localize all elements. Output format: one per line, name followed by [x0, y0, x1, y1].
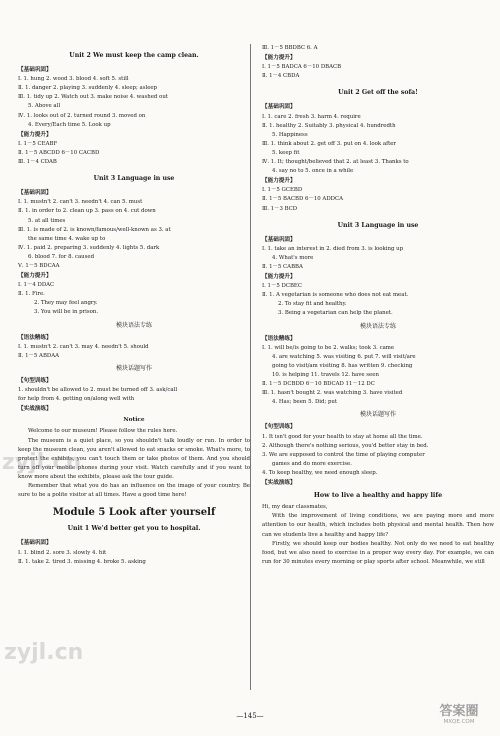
answer-line: 10. is helping 11. travels 12. have seen: [272, 372, 379, 378]
answer-line: Ⅱ. 1. A vegetarian is someone who does not eat meat.: [262, 292, 409, 299]
grammar-heading: 模块语法专练: [115, 321, 152, 329]
m5-unit1-title: Unit 1 We'd better get you to hospital.: [67, 525, 201, 533]
answer-line: Ⅱ. 1－5 BACBD 6－10 ADDCA: [262, 196, 343, 203]
tag-ability: 【 能力提升 】: [18, 131, 52, 140]
unit2-title: Unit 2 Get off the sofa!: [338, 89, 418, 97]
answer-line: Ⅲ. 1. hasn't bought 2. was watching 3. have visited: [262, 390, 403, 397]
tag-basic: 【 基础巩固 】: [18, 539, 52, 548]
answer-line: Ⅰ. 1－5 DCBEC: [262, 283, 302, 290]
answer-line: Ⅰ. 1. take an interest in 2. died from 3. is looking up: [262, 245, 404, 252]
answer-line: 4. say no to 5. once in a while: [272, 168, 354, 175]
notice-paragraph: The museum is a quiet place, so you shouldn't talk loudly or run. In order to keep the museum clean, you aren't allowed to eat snacks or smoke. What's more, to protect the exhibits, you can't touch them or take photos of them. And you should turn off your mobile phones during your visit. Watch carefully and if you want to know more about the exhibits, please ask the tour guide.: [18, 437, 250, 480]
letter-paragraph: Firstly, we should keep our bodies healthy. Not only do we need to eat healthy food, but we also need to exercise in a proper way every day. For example, we can run for 30 minutes every morning or play sports after school. Meanwhile, we still: [262, 540, 494, 565]
answer-line: Ⅲ. 1－5 BBDBC 6. A: [262, 45, 318, 51]
answer-line: the same time 4. wake up to: [28, 235, 106, 242]
tag-ability: 【 能力提升 】: [18, 272, 52, 281]
site-stamp: [424, 692, 494, 732]
answer-line: going to visit/am visiting 8. has written 9. checking: [272, 362, 413, 369]
notice-paragraph: Welcome to our museum! Please follow the rules here.: [28, 428, 178, 435]
tag-ability: 【 能力提升 】: [262, 177, 296, 186]
answer-line: 4. What's more: [272, 254, 314, 261]
answer-line: 2. They may feel angry.: [34, 300, 98, 307]
tag-ability: 【 能力提升 】: [262, 273, 296, 282]
letter-title: How to live a healthy and happy life: [313, 491, 443, 500]
answer-line: Ⅴ. 1－5 BDCAA: [18, 262, 60, 269]
answer-line: Ⅱ. 1. danger 2. playing 3. suddenly 4. sleep; asleep: [18, 85, 158, 92]
notice-title: Notice: [123, 417, 145, 424]
unit3-title: Unit 3 Language in use: [93, 175, 175, 183]
answer-line: Ⅰ. 1－5 CEABF: [18, 140, 58, 147]
answer-line: for help from 4. getting on/along well with: [18, 396, 135, 403]
tag-ability: 【 能力提升 】: [262, 54, 296, 63]
notice-paragraph: Remember that what you do has an influence on the image of your country. Be sure to be a polite visitor at all times. Have a good time here!: [18, 483, 250, 499]
answer-line: Ⅲ. 1－3 BCD: [262, 205, 298, 212]
answer-line: Ⅲ. 1. is made of 2. is known/famous/well-known as 3. at: [18, 226, 171, 233]
tag-basic: 【 基础巩固 】: [262, 236, 296, 245]
stamp-url: MXQE.COM: [443, 719, 475, 725]
unit2-title: Unit 2 We must keep the camp clean.: [69, 52, 199, 59]
tag-basic: 【 基础巩固 】: [18, 66, 52, 75]
column-divider: [250, 44, 251, 690]
answer-line: Ⅰ. 1－4 DDAC: [18, 282, 55, 289]
answer-line: 4. To keep healthy, we need enough sleep.: [262, 469, 378, 476]
answer-line: Ⅳ. 1. looks out of 2. turned round 3. moved on: [18, 112, 146, 119]
tag-practice: 【 实战演练 】: [18, 405, 52, 414]
answer-line: 5. Above all: [28, 103, 61, 110]
answer-line: 4. are watching 5. was visiting 6. put 7. will visit/are: [272, 353, 416, 360]
unit3-title: Unit 3 Language in use: [337, 221, 419, 229]
writing-heading: 模块话题写作: [115, 364, 152, 372]
answer-line: Ⅲ. 1－4 CDAB: [18, 159, 57, 166]
answer-line: 4. Every/Each time 5. Look up: [28, 121, 111, 128]
answer-line: games and do more exercise.: [272, 460, 352, 467]
answer-line: 2. Although there's nothing serious, you'd better stay in bed.: [262, 442, 429, 449]
answer-line: 3. Being a vegetarian can help the planet.: [278, 310, 393, 317]
tag-basic: 【 基础巩固 】: [262, 103, 296, 112]
tag-sentence: 【 句型训练 】: [262, 423, 296, 432]
answer-line: Ⅰ. 1. hung 2. wood 3. blood 4. soft 5. still: [18, 76, 129, 83]
module5-title: Module 5 Look after yourself: [52, 507, 216, 519]
answer-line: Ⅰ. 1. will be/is going to be 2. walks; took 3. came: [262, 344, 395, 351]
answer-line: 4. Has; been 5. Did; put: [272, 399, 338, 406]
answer-line: Ⅱ. 1. Fire.: [18, 291, 45, 298]
answer-line: Ⅰ. 1. care 2. fresh 3. harm 4. require: [262, 113, 361, 120]
answer-line: Ⅳ. 1. paid 2. preparing 3. suddenly 4. lights 5. dark: [18, 244, 160, 251]
answer-line: Ⅲ. 1. tidy up 2. Watch out 3. make noise 4. washed out: [18, 94, 168, 101]
answer-line: 5. Happiness: [272, 131, 308, 138]
answer-line: 5. keep fit: [272, 149, 300, 156]
answer-line: Ⅰ. 1－5 BADCA 6－10 DBACB: [262, 64, 342, 71]
answer-line: 1. It isn't good for your health to stay at home all the time.: [262, 433, 423, 440]
answer-line: 2. To stay fit and healthy.: [278, 301, 347, 308]
answer-line: Ⅱ. 1－5 CABBA: [262, 263, 303, 270]
answer-line: 3. You will be in prison.: [34, 309, 99, 316]
answer-line: Ⅰ. 1. blind 2. sore 3. slowly 4. hit: [18, 549, 107, 556]
writing-heading: 模块话题写作: [359, 411, 396, 419]
answer-line: Ⅱ. 1. healthy 2. Suitably 3. physical 4. hundredth: [262, 122, 396, 129]
answer-line: 3. We are supposed to control the time of playing computer: [262, 451, 425, 458]
letter-paragraph: With the improvement of living conditions, we are paying more and more attention to our health, which includes both physical and mental health. Then how can we students live a healthy and happy life?: [262, 513, 494, 538]
answer-line: 6. blood 7. for 8. caused: [28, 253, 95, 260]
answer-line: Ⅱ. 1－4 CBDA: [262, 73, 300, 80]
page-number: —145—: [236, 712, 264, 720]
tag-basic: 【 基础巩固 】: [18, 189, 52, 198]
grammar-heading: 模块语法专练: [359, 322, 396, 330]
tag-grammar: 【 语法精练 】: [262, 335, 296, 344]
answer-line: Ⅱ. 1. take 2. tired 3. missing 4. broke 5. asking: [18, 558, 146, 565]
answer-line: Ⅱ. 1－5 ABDAA: [18, 352, 60, 359]
watermark: zyjl.cn: [2, 450, 82, 475]
answer-line: 5. at all times: [28, 217, 66, 224]
tag-sentence: 【 句型训练 】: [18, 377, 52, 386]
answer-line: Ⅱ. 1. in order to 2. clean up 3. pass on 4. cut down: [18, 208, 156, 215]
left-column: [18, 44, 250, 567]
answer-line: Ⅱ. 1－5 ABCDD 6－10 CACBD: [18, 149, 100, 156]
answer-line: Ⅰ. 1. mustn't 2. can't 3. may 4. needn't 5. should: [18, 343, 149, 350]
stamp-logo-text: 答案圈: [439, 704, 479, 719]
answer-line: Ⅱ. 1－5 DCBDD 6－10 BDCAD 11－12 DC: [262, 381, 375, 388]
tag-practice: 【 实战演练 】: [262, 479, 296, 488]
answer-line: Ⅲ. 1. think about 2. get off 3. put on 4. look after: [262, 140, 397, 147]
answer-line: Ⅰ. 1－5 GCEBD: [262, 187, 303, 194]
answer-line: 1. shouldn't be allowed to 2. must be turned off 3. ask/call: [18, 387, 178, 394]
answer-line: Ⅰ. 1. mustn't 2. can't 3. needn't 4. can 5. must: [18, 199, 143, 206]
letter-greeting: Hi, my dear classmates,: [262, 504, 328, 511]
watermark: zyjl.cn: [4, 640, 84, 665]
tag-grammar: 【 语法精练 】: [18, 334, 52, 343]
answer-line: Ⅳ. 1. It; thought/believed that 2. at least 3. Thanks to: [262, 159, 409, 166]
right-column: [262, 44, 494, 567]
